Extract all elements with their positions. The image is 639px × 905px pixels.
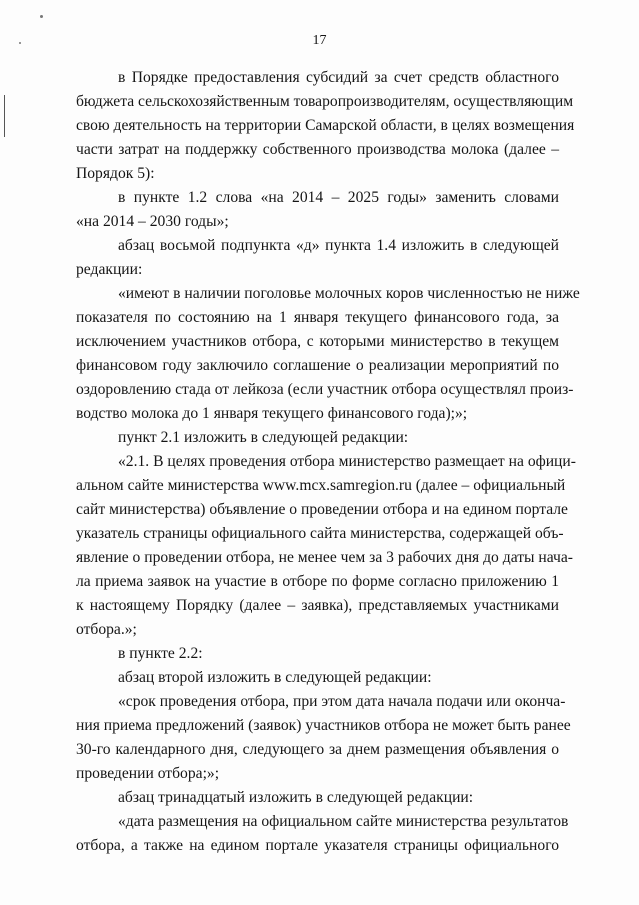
- text-line: Порядок 5):: [76, 165, 155, 182]
- text-line: пункт 2.1 изложить в следующей редакции:: [118, 429, 409, 446]
- text-line: абзац тринадцатый изложить в следующей редакции:: [118, 789, 474, 806]
- text-line: свою деятельность на территории Самарской области, в целях возмещения: [76, 117, 575, 134]
- text-line: бюджета сельскохозяйственным товаропроизводителям, осуществляющим: [76, 93, 574, 110]
- text-line: явление о проведении отбора, не менее чем за 3 рабочих дня до даты нача-: [76, 549, 573, 566]
- page-number: 17: [312, 33, 327, 48]
- text-line: ния приема предложений (заявок) участников отбора не может быть ранее: [76, 717, 571, 734]
- text-line: в пункте 2.2:: [118, 645, 203, 662]
- text-line: финансовом году заключило соглашение о реализации мероприятий по: [76, 357, 559, 374]
- text-line: 30-го календарного дня, следующего за днем размещения объявления о: [76, 741, 559, 758]
- scan-margin-mark: [4, 95, 5, 137]
- text-line: указатель страницы официального сайта министерства, содержащей объ-: [76, 525, 564, 542]
- text-line: водство молока до 1 января текущего финансового года);»;: [76, 405, 468, 422]
- text-line: «на 2014 – 2030 годы»;: [76, 213, 229, 230]
- text-line: отбора, а также на едином портале указателя страницы официального: [76, 837, 559, 854]
- text-line: «имеют в наличии поголовье молочных коров численностью не ниже: [118, 285, 580, 302]
- text-line: «дата размещения на официальном сайте министерства результатов: [118, 813, 569, 830]
- text-line: «срок проведения отбора, при этом дата начала подачи или оконча-: [118, 693, 566, 710]
- scan-speck: [19, 42, 21, 44]
- text-line: альном сайте министерства www.mcx.samregion.ru (далее – официальный: [76, 477, 566, 494]
- text-line: оздоровлению стада от лейкоза (если участник отбора осуществлял произ-: [76, 381, 574, 398]
- text-line: отбора.»;: [76, 621, 137, 638]
- text-line: «2.1. В целях проведения отбора министерство размещает на офици-: [118, 453, 576, 470]
- text-line: редакции:: [76, 261, 143, 278]
- text-line: исключением участников отбора, с которыми министерство в текущем: [76, 333, 559, 350]
- text-line: в пункте 1.2 слова «на 2014 – 2025 годы» заменить словами: [118, 189, 559, 206]
- text-line: ла приема заявок на участие в отборе по форме согласно приложению 1: [76, 573, 559, 590]
- text-line: абзац восьмой подпункта «д» пункта 1.4 изложить в следующей: [118, 237, 559, 254]
- text-line: показателя по состоянию на 1 января текущего финансового года, за: [76, 309, 559, 326]
- text-line: абзац второй изложить в следующей редакции:: [118, 669, 432, 686]
- text-line: сайт министерства) объявление о проведении отбора и на едином портале: [76, 501, 568, 518]
- text-line: к настоящему Порядку (далее – заявка), представляемых участниками: [76, 597, 559, 614]
- text-line: части затрат на поддержку собственного производства молока (далее –: [76, 141, 559, 158]
- text-line: проведении отбора;»;: [76, 765, 220, 782]
- scan-speck: [40, 15, 43, 18]
- text-line: в Порядке предоставления субсидий за счет средств областного: [118, 69, 559, 86]
